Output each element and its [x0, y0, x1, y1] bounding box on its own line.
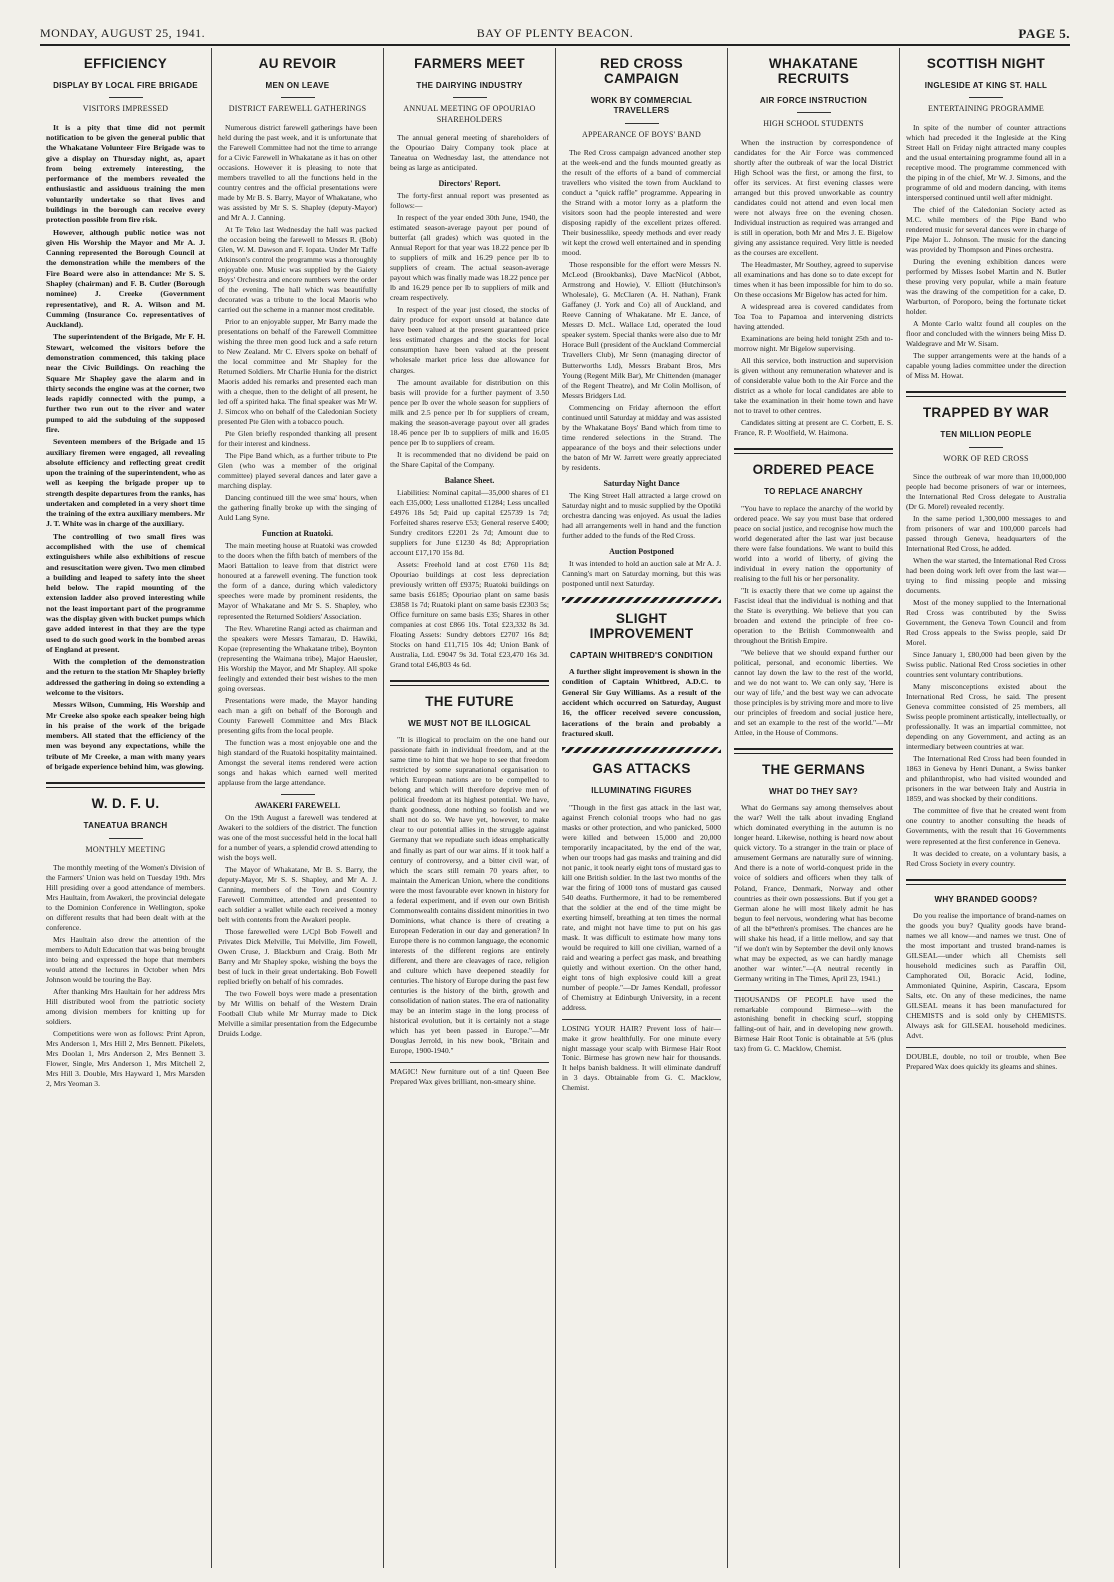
- article-body: [562, 148, 721, 473]
- section-heading: Saturday Night Dance: [603, 478, 680, 488]
- paragraph: The supper arrangements were at the hands of a capable young ladies committee under the direction of Miss M. Howat.: [906, 351, 1066, 381]
- article: [906, 879, 1066, 1042]
- article-body: [906, 911, 1066, 1041]
- article: [562, 747, 721, 1013]
- column-6: [900, 48, 1072, 1568]
- paragraph: What do Germans say among themselves about the war? Well the talk about invading England which dominated everything in the autumn is no longer heard. Likewise, nothing is heard now about quick victory. To a stranger in the train or place of amusement Germans are naturally sure of winning. And there is a note of world-conquest pride in the voice of soldiers and officers when they talk of Poland, France, Denmark, Norway and other countries as their own possessions. But if you get a German alone he will most likely admit he has begun to feel nervous, wondering what has become of all the bl*ethren's promises. The chances are he will shake his head, if a little mellow, and say that "if we don't win by September the devil only knows what may be expected, as we can hardly manage another war winter."—(A neutral recently in Germany writing in The Times, April 23, 1941.): [734, 803, 893, 983]
- paragraph: "It is illogical to proclaim on the one hand our passionate faith in individual freedom, and at the same time to hint that we hope to see that freedom restricted by some supranational organisation to which European nations are to be compelled to belong and which will therefore deprive men of political freedom at its highest potential. We have, thank goodness, done nothing so foolish and we shall not do so. We have yet, however, to make clear to our potential allies in the struggle against Germany that we repudiate such ideas emphatically and finally as part of our war aims. If it took half a century of controversy, and a bitter civil war, of which the scars still remain 70 years after, to maintain the American Union, where the conditions were the most favourable ever known in history for a federal experiment, and if even our own British Commonwealth contains dissident minorities in two Dominions, what chance is there of creating a European Federation in our day and generation? In Europe there is no common language, the economic interests of the different regions are entirely different, and there are cleavages of race, religion and culture which have deepened steadily for centuries. The history of Europe during the past few centuries is the history of the birth, growth and consolidation of nation states. The era of nationality may be an interim stage in the long process of historical evolution, but it is certainly not a stage which has yet been passed in Europe."—Mr Douglas Jerrold, in his new book, "Britain and Europe, 1900-1940.": [390, 735, 549, 1055]
- paragraph: "We believe that we should expand further our political, personal, and economic liberties. We cannot lay down the law to the rest of the world, and we do not want to. We can only say, 'Here is our way of life,' and the best way we can advocate those principles is by striving more and more to live our principles of freedom and social justice here, and set an example to the rest of the world."—Mr Attlee, in the House of Commons.: [734, 647, 893, 737]
- short-rule: [109, 838, 143, 839]
- paragraph: It was decided to create, on a voluntary basis, a Red Cross Society in every country.: [906, 848, 1066, 868]
- article-subhead: ANNUAL MEETING OF OPOURIAO SHAREHOLDERS: [403, 104, 536, 124]
- paragraph: It is recommended that no dividend be paid on the Share Capital of the Company.: [390, 449, 549, 469]
- paragraph: The Mayor of Whakatane, Mr B. S. Barry, the deputy-Mayor, Mr S. S. Shapley, and Mr A. J. Canning, members of the Town and Country Farewell Committee, attended and presented to each soldier a wallet while each received a money belt with contents from the Awakeri people.: [218, 864, 377, 924]
- article-headline: THE GERMANS: [761, 761, 866, 777]
- article-deck: INGLESIDE AT KING ST. HALL: [924, 81, 1048, 90]
- newspaper-columns: [40, 48, 1072, 1568]
- article: [46, 782, 205, 1089]
- paragraph: Those farewelled were L/Cpl Bob Fowell and Privates Dick Melville, Tui Melville, Jim Fowell, Owen Cruse, J. Blackburn and Craig. Both Mr Barry and Mr Shapley spoke, wishing the boys the best of luck in their great undertaking. Bob Fowell replied briefly on behalf of his comrades.: [218, 926, 377, 987]
- article: [218, 56, 377, 1039]
- issue-date: MONDAY, AUGUST 25, 1941.: [40, 26, 206, 40]
- section-body: [390, 488, 549, 670]
- short-rule: [797, 112, 831, 113]
- paragraph: "It is exactly there that we come up against the Fascist ideal that the individual is nothing and that the State is everything. We believe that you can broaden and extend the principle of free co-operation to the British Commonwealth and throughout the British Empire.: [734, 585, 893, 645]
- article: [734, 56, 893, 438]
- column-4: [556, 48, 728, 1568]
- section-body: [218, 813, 377, 1039]
- article-deck: THE DAIRYING INDUSTRY: [416, 81, 523, 90]
- paragraph: Seventeen members of the Brigade and 15 auxiliary firemen were engaged, all revealing absolute efficiency and reflecting great credit upon the training of the superintendent, who as well as keeping the brigade proper up to strength despite departures from the ranks, has undertaken and completed in a very short time the training of the extra auxiliary members. Mr J. T. White was in charge of the auxiliary.: [46, 437, 205, 529]
- paragraph: The Rev. Wharetine Rangi acted as chairman and the speakers were Messrs Tamarau, D. Hawiki, Kopae (representing the Whakatane tribe), Boynton (representing the Waimana tribe), Major Haeusler, His Worship the Mayor, and Mr Shapley. All spoke feelingly and extended their best wishes to the men going overseas.: [218, 623, 377, 693]
- paragraph: The King Street Hall attracted a large crowd on Saturday night and to music supplied by the Opotiki orchestra dancing was enjoyed. As usual the ladies had all arrangements well in hand and the function further added to the funds of the Red Cross.: [562, 490, 721, 540]
- article-deck: MEN ON LEAVE: [265, 81, 330, 90]
- section-divider: [906, 391, 1066, 397]
- paragraph: The forty-first annual report was presented as follows:—: [390, 191, 549, 211]
- section-divider: [734, 748, 893, 754]
- short-rule: [281, 97, 315, 98]
- article-headline: TRAPPED BY WAR: [922, 405, 1050, 421]
- article-headline: SCOTTISH NIGHT: [926, 56, 1046, 71]
- article-headline: EFFICIENCY: [83, 56, 168, 71]
- paragraph: "Though in the first gas attack in the last war, against French colonial troops who had no gas masks or other protection, and who panicked, 5000 were killed and between 15,000 and 20,000 temporarily incapacitated, by the end of the war, when our troops had gas masks and training and did not panic, it took nearly eight tons of mustard gas to kill one British soldier. In the last two months of the war the firing of 1000 tons of mustard gas caused 540 deaths. Furthermore, it had to be remembered that the soldier at the end of the time might be exerting himself, breathing at ten times the normal rate, and might not have time to put on his gas mask. It was difficult to estimate how many tons would be required to kill one civilian, warned of a raid and wearing a perfect gas mask, and breathing quietly and without exertion. On the other hand, eight tons of high explosive could kill a great number of people."—Dr James Kendall, professor of Chemistry at Edinburgh University, in a recent address.: [562, 802, 721, 1012]
- article-subhead: MONTHLY MEETING: [85, 844, 166, 854]
- paragraph: The Red Cross campaign advanced another step at the week-end and the funds mounted greatly as the result of the efforts of a band of commercial travellers who visited the town from Auckland to conduct a "quick raffle" programme. Appearing in the Strand with a motor lorry as a platform the visitors soon had the people interested and were disposing rapidly of the excellent prizes offered. Their businesslike, speedy methods and ever ready wit kept the crowd well entertained and in spending mood.: [562, 148, 721, 258]
- section-divider: [390, 680, 549, 686]
- paragraph: The function was a most enjoyable one and the high standard of the Ruatoki hospitality maintained. Amongst the several items rendered were action songs and hakas which earned well merited applause from the large attendance.: [218, 737, 377, 787]
- section-heading: AWAKERI FAREWELL: [254, 800, 341, 810]
- paragraph: Do you realise the importance of brand-names on the goods you buy? Quality goods have brand-names we all know—and names we trust. One of the most important and trusted brand-names is GILSEAL—under which all Chemists sell household medicines such as Paraffin Oil, Camphorated Oil, Boracic Acid, Iodine, Ammoniated Quinine, Aspirin, Cascara, Epsom Salts, etc. On any of these medicines, the name GILSEAL means it has been manufactured for CHEMISTS and is sold only by CHEMISTS. Always ask for GILSEAL household medicines. Advt.: [906, 910, 1066, 1041]
- paragraph: The superintendent of the Brigade, Mr F. H. Stewart, welcomed the visitors before the demonstration commenced, this taking place near the Civic Buildings. On reaching the Square Mr Shapley gave the alarm and in thirty seconds the engine was at the corner, two leads rapidly connected with the pump, a further two run out to the river and water pumped to aid the subduing of the supposed fire.: [46, 332, 205, 434]
- article-headline: FARMERS MEET: [414, 56, 525, 71]
- ornamental-divider: [562, 597, 721, 603]
- article: [906, 56, 1066, 381]
- paragraph: Since January 1, £80,000 had been given by the Swiss public. National Red Cross societies in other countries sent voluntary contributions.: [906, 650, 1066, 680]
- section-heading: Balance Sheet.: [444, 475, 495, 485]
- article: [734, 748, 893, 984]
- paragraph: Competitions were won as follows: Print Apron, Mrs Anderson 1, Mrs Hill 2, Mrs Bennett. Pikelets, Mrs Doolan 1, Mrs Anderson 2, Mrs Bennett 3. Flower, Single, Mrs Anderson 1, Mrs Mitchell 2, Mrs Hill 3. Double, Mrs Hayward 1, Mrs Marsden 2, Mrs Yeoman 3.: [46, 1029, 205, 1089]
- masthead: [40, 22, 1070, 46]
- paragraph: The monthly meeting of the Women's Division of the Farmers' Union was held on Tuesday 19th. Mrs Hill presiding over a good attendance of members. Mrs Haultain, from Awakeri, the provincial delegate to the Dominion Conference in Wellington, spoke on different results that had been dealt with at the conference.: [46, 863, 205, 933]
- paragraph: The chief of the Caledonian Society acted as M.C. while members of the Pipe Band who rendered music for several dances were in charge of Pipe Major L. Johnson. The music for the dancing was provided by Thompson and Pines orchestra.: [906, 204, 1066, 254]
- article-body: [390, 735, 549, 1056]
- article-subhead: WORK OF RED CROSS: [943, 453, 1029, 463]
- paragraph: Dancing continued till the wee sma' hours, when the gathering finally broke up with the singing of Auld Lang Syne.: [218, 493, 377, 523]
- short-rule: [109, 97, 143, 98]
- article-subhead: ENTERTAINING PROGRAMME: [928, 104, 1044, 114]
- paragraph: However, although public notice was not given His Worship the Mayor and Mr A. J. Canning represented the Borough Council at the demonstration while the members of the Fire Board were also in attendance: Mr S. S. Shapley (chairman) and F. B. Cutler (Borough nominee) J. Creeke (Government representative), and R. A. Wilson and M. Cumming (Insurance Co. representatives of Auckland).: [46, 227, 205, 330]
- advertisement: DOUBLE, double, no toil or trouble, when Bee Prepared Wax does quickly its gleams and shines.: [906, 1047, 1066, 1072]
- article-deck: WORK BY COMMERCIAL TRAVELLERS: [590, 96, 693, 116]
- paragraph: Candidates sitting at present are C. Corbett, E. S. France, R. P. Woolfield, W. Haimona.: [734, 418, 893, 438]
- article-deck: CAPTAIN WHITBRED'S CONDITION: [569, 650, 714, 660]
- short-rule: [969, 97, 1003, 98]
- article: [734, 448, 893, 738]
- article-headline: RED CROSS CAMPAIGN: [600, 56, 683, 86]
- article-body: [46, 123, 205, 772]
- article-deck: TEN MILLION PEOPLE: [940, 430, 1032, 440]
- article: [390, 56, 549, 670]
- article-deck: DISPLAY BY LOCAL FIRE BRIGADE: [53, 81, 198, 90]
- paragraph: Since the outbreak of war more than 10,000,000 people had become prisoners of war or internees, the International Red Cross delegate to Australia (Dr G. Morel) revealed recently.: [906, 471, 1066, 511]
- paragraph: The International Red Cross had been founded in 1863 in Geneva by Henri Dunant, a Swiss banker and philanthropist, who had visited wounded and prisoners in the war between Italy and Austria in 1859, and was shocked by their conditions.: [906, 754, 1066, 804]
- paragraph: Examinations are being held tonight 25th and to-morrow night. Mr Bigelow supervising.: [734, 334, 893, 354]
- article-body: [734, 803, 893, 983]
- article-headline: AU REVOIR: [258, 56, 337, 71]
- paragraph: A further slight improvement is shown in the condition of Captain Whitbred, A.D.C. to General Sir Guy Williams. As a result of the accident which occurred on Saturday, August 16, the officer received severe concussion, lacerations of the brain and probably a fractured skull.: [562, 667, 721, 738]
- article-headline: SLIGHT IMPROVEMENT: [589, 610, 694, 641]
- article-deck: WE MUST NOT BE ILLOGICAL: [408, 718, 531, 728]
- article-deck: ILLUMINATING FIGURES: [591, 786, 692, 796]
- paragraph: On the 19th August a farewell was tendered at Awakeri to the soldiers of the district. The function was one of the most successful held in the local hall for a number of years, a splendid crowd attending to wish the boys well.: [218, 812, 377, 862]
- section-divider: [46, 782, 205, 788]
- ornamental-divider: [562, 747, 721, 753]
- paragraph: The two Fowell boys were made a presentation by Mr Willis on behalf of the Western Drain Football Club while Mr Murray made to Dick Melville a similar presentation from the Edgecumbe Druids Lodge.: [218, 989, 377, 1039]
- paragraph: The amount available for distribution on this basis will provide for a further payment of 3.50 pence per lb over the whole season for suppliers of milk and 2.5 pence per lb for suppliers of cream, making the season-average payout over all grades 18.46 pence per lb to suppliers of milk and 16.05 pence per lb to suppliers of cream.: [390, 377, 549, 447]
- paragraph: Commencing on Friday afternoon the effort continued until Saturday at midday and was assisted by the Whakatane Boys' Band which from time to time rendered selections in the Strand. The appearance of the boys and their selections under the baton of Mr W. Jarrett were greatly appreciated by residents.: [562, 402, 721, 472]
- section-body: [562, 559, 721, 589]
- paragraph: Liabilities: Nominal capital—35,000 shares of £1 each £35,000; Less unallotted £1284; Less uncalled £4976 18s 5d; Paid up capital £25739 1s 7d; Forfeited shares reserve £53; General reserve £400; Sundry creditors £2201 2s 7d; Amount due to suppliers for June £1230 4s 8d; Appropriation account £17,170 15s 8d.: [390, 487, 549, 557]
- section-body: [562, 491, 721, 541]
- paragraph: When the war started, the International Red Cross had been doing work left over from the last war—trying to find missing people and missing documents.: [906, 556, 1066, 596]
- short-rule: [453, 97, 487, 98]
- section-body: [390, 191, 549, 469]
- article-subhead: APPEARANCE OF BOYS' BAND: [582, 129, 701, 139]
- column-1: [40, 48, 212, 1568]
- paragraph: During the evening exhibition dances were performed by Misses Isobel Martin and N. Butler these proving very popular, while a main feature was the drawing of the competition for a cake, D. Warburton, of Poroporo, being the fortunate ticket holder.: [906, 256, 1066, 317]
- article: [562, 56, 721, 589]
- paragraph: Numerous district farewell gatherings have been held during the past week, and it is unfortunate that the Farewell Committee had not the time to arrange for a Civic Farewell in Whakatane as it has on other occasions. However it is pleasing to note that members travelled to all the functions held in the country centres and the official presentations were made by Mr B. S. Barry, Mayor of Whakatane, who was assisted by Mr S. S. Shapley (deputy-Mayor) and Mr A. J. Canning.: [218, 122, 377, 222]
- article-body: [734, 504, 893, 738]
- paragraph: Those responsible for the effort were Messrs N. McLeod (Brookbanks), Dave MacNicol (Abbot, Armstrong and Howie), V. Elliott (Hutchinson's Wholesale), G. McClaren (A. H. Nathan), Frank Gaffaney (J. York and Co) all of Auckland, and Reeve Canning of Whakatane. Mr E. Jance, of Messrs D. McL. Wallace Ltd, operated the loud speaker system. Special thanks were also due to Mr Horace Bull (president of the Auckland Commercial Travellers Club), Mr Senn (managing director of Butterworths Ltd), Messrs Brabant Bros, Mrs Young (Regent Milk Bar), Mr Chittenden (manager of the Regent Theatre), and Mr Colin Mollison, of Messrs Bridgers Ltd.: [562, 260, 721, 400]
- article-deck: WHAT DO THEY SAY?: [769, 786, 858, 796]
- paragraph: Most of the money supplied to the International Red Cross was contributed by the Swiss Government, the Geneva Town Council and from Red Cross appeals to the Swiss people, said Dr Morel.: [906, 598, 1066, 648]
- article-body: [218, 123, 377, 524]
- paragraph: All this service, both instruction and supervision is given without any remuneration whatever and is of considerable value both to the Air Force and the district as a whole for local candidates are able to take the examination in their home town and have not to travel to other centres.: [734, 356, 893, 416]
- advertisement: MAGIC! New furniture out of a tin! Queen Bee Prepared Wax gives brilliant, non-smeary shine.: [390, 1062, 549, 1087]
- article-body: [562, 803, 721, 1013]
- paragraph: Presentations were made, the Mayor handing each man a gift on behalf of the Borough and County Farewell Committee and Mrs Black presenting gifts from the local people.: [218, 695, 377, 735]
- article-body: [906, 472, 1066, 869]
- article-deck: TO REPLACE ANARCHY: [764, 487, 863, 497]
- section-heading: Directors' Report.: [438, 179, 501, 189]
- paragraph: Messrs Wilson, Cumming, His Worship and Mr Creeke also spoke each speaker being high in his praise of the work of the brigade members. All stated that the efficiency of the men was beyond any expectations, while the tribute of Mr Creeke, a man with many years of brigade experience behind him, was glowing.: [46, 700, 205, 771]
- article-body: [562, 667, 721, 739]
- article-deck: WHY BRANDED GOODS?: [934, 894, 1038, 904]
- paragraph: The annual general meeting of shareholders of the Opouriao Dairy Company took place at Taneatua on Wednesday last, the attendance not being as large as anticipated.: [390, 133, 549, 173]
- article-subhead: VISITORS IMPRESSED: [82, 104, 169, 114]
- short-rule: [281, 794, 315, 795]
- article: [46, 56, 205, 772]
- article-headline: THE FUTURE: [425, 693, 514, 709]
- paragraph: After thanking Mrs Haultain for her address Mrs Hill distributed wool from the patriotic society among division members for knitting up for soldiers.: [46, 987, 205, 1027]
- article: [906, 391, 1066, 868]
- paragraph: Pte Glen briefly responded thanking all present for their interest and kindness.: [218, 429, 377, 449]
- paragraph: A Monte Carlo waltz found all couples on the floor and concluded with the winners being Miss D. Waldegrave and Mr W. Sisam.: [906, 319, 1066, 349]
- paragraph: In the same period 1,300,000 messages to and from prisoners of war and 100,000 parcels had passed through Geneva, headquarters of the International Red Cross, he added.: [906, 514, 1066, 554]
- article-subhead: HIGH SCHOOL STUDENTS: [763, 119, 864, 129]
- advertisement: THOUSANDS OF PEOPLE have used the remarkable compound Birmese—with the astonishing benefit in checking scurf, stopping falling-out of hair, and in developing new growth. Birmese Hair Root Tonic is obtainable at 5/6 (plus tax) from G. C. Macklow, Chemist.: [734, 990, 893, 1054]
- section-divider: [906, 879, 1066, 885]
- paragraph: The main meeting house at Ruatoki was crowded to the doors when the fifth batch of members of the Maori Battalion to leave from that district were honoured at a farewell evening. The function took the form of a dance, during which valedictory speeches were made by prominent residents, the Mayor of Whakatane and Mr S. S. Shapley, who represented the Returned Soldiers' Association.: [218, 541, 377, 621]
- section-body: [218, 541, 377, 787]
- section-heading: Function at Ruatoki.: [262, 529, 333, 539]
- article-subhead: DISTRICT FAREWELL GATHERINGS: [228, 104, 367, 114]
- article-deck: TANEATUA BRANCH: [83, 821, 168, 831]
- column-5: [728, 48, 900, 1568]
- section-divider: [734, 448, 893, 454]
- article-headline: W. D. F. U.: [91, 796, 160, 812]
- advertisement: LOSING YOUR HAIR? Prevent loss of hair—make it grow healthfully. For one minute every night massage your scalp with Birmese Hair Root Tonic. Birmese has grown new hair for thousands. It helps banish baldness. It will eliminate dandruff in 3 days. Obtainable from G. C. Macklow, Chemist.: [562, 1019, 721, 1093]
- article-body: [46, 863, 205, 1089]
- paragraph: The Pipe Band which, as a further tribute to Pte Glen (who was a member of the original committee) played several dances and later gave a marching display.: [218, 451, 377, 491]
- article-body: [734, 138, 893, 438]
- column-2: [212, 48, 384, 1568]
- article-body: [906, 123, 1066, 381]
- paragraph: With the completion of the demonstration and the return to the station Mr Shapley briefly addressed the gathering in doing so extending a welcome to the visitors.: [46, 657, 205, 697]
- paragraph: It is a pity that time did not permit notification to be given the general public that the Whakatane Volunteer Fire Brigade was to give a display on Thursday night, as, apart from being extremely interesting, the performance of the members revealed the enthusiastic and assiduous training the men voluntarily undertake so that lives and buildings in the borough can receive every protection possible from fire risk.: [46, 122, 205, 225]
- short-rule: [625, 123, 659, 124]
- paragraph: The committee of five that he created went from one country to another consulting the heads of Governments, with the result that 16 Governments were represented at the first conference in Geneva.: [906, 806, 1066, 846]
- column-3: [384, 48, 556, 1568]
- paragraph: In spite of the number of counter attractions which had preceded it the Ingleside at the King Street Hall on Friday night attracted many couples and the usual entertaining programme found all in a receptive mood. The programme commenced with the piping in of the chief, Mr W. J. Simons, and the programme of old and modern dancing, with items interspersed continued until well after midnight.: [906, 122, 1066, 202]
- paragraph: In respect of the year ended 30th June, 1940, the estimated season-average payout per pound of butterfat (all grades) which was quoted in the Annual Report for that year was 18.22 pence per lb to suppliers of milk and 16.29 pence per lb to suppliers of cream. The actual season-average payout which was finally made was 18.22 pence per lb and 16.29 pence per lb to suppliers of milk and cream respectively.: [390, 213, 549, 303]
- paragraph: When the instruction by correspondence of candidates for the Air Force was commenced shortly after the outbreak of war the local District High School was the first, or among the first, to offer its services. At first evening classes were arranged but this proved unworkable as country candidates could not attend and even local men were not always free on the evening chosen. Individual instruction as required was arranged and is still in operation, both Mr and Mrs J. E. Bigelow giving any assistance required. Very little is needed as the courses are excellent.: [734, 137, 893, 257]
- paragraph: Assets: Freehold land at cost £760 11s 8d; Opouriao buildings at cost less depreciation previously written off £9375; Ruatoki buildings on same basis £6185; Opouriao plant on same basis £3858 1s 7d; Ruatoki plant on same basis £2303 5s; Office furniture on same basis £35; Shares in other companies at cost £866 10s. Total £23,332 8s 3d. Floating Assets: Sundry debtors £2707 16s 8d; Stocks on hand £11,715 10s 4d; Union Bank of Australia, Ltd. £9047 9s 3d. Total £23,470 16s 3d. Grand total £46,803 4s 6d.: [390, 559, 549, 669]
- newspaper-name: BAY OF PLENTY BEACON.: [476, 26, 634, 40]
- paragraph: Many misconceptions existed about the International Red Cross, he said. The present Geneva committee consisted of 25 members, all Swiss people prominent artistically, intellectually, or professionally. It was an impartial committee, not depending on any Government, and acting as an intermediary between countries at war.: [906, 682, 1066, 752]
- article-headline: ORDERED PEACE: [752, 462, 875, 478]
- article-headline: WHAKATANE RECRUITS: [768, 56, 859, 86]
- short-rule: [969, 447, 1003, 448]
- paragraph: Prior to an enjoyable supper, Mr Barry made the presentations on behalf of the Farewell Committee wishing the three men good luck and a safe return to New Zealand. Mr C. Elvers spoke on behalf of the local committee and Mr Shapley for the Returned Soldiers. Mr Charlie Hunia for the district Maoris added his remarks and presented each man with a cheque, then to the delight of all present, he led off a spirited haka. The final speaker was Mr W. J. Simcox who on behalf of the Caledonian Society presented Pte Glen with a tobacco pouch.: [218, 317, 377, 427]
- page-number: PAGE 5.: [1018, 26, 1070, 41]
- paragraph: It was intended to hold an auction sale at Mr A. J. Canning's mart on Saturday morning, but this was postponed until next Saturday.: [562, 558, 721, 588]
- paragraph: Mrs Haultain also drew the attention of the members to Adult Education that was being brought into being and expressed the hope that members would attend the lectures in October when Mrs Johnson would be touring the Bay.: [46, 935, 205, 985]
- paragraph: In respect of the year just closed, the stocks of dairy produce for export unsold at balance date have been valued at the present guaranteed price less estimated charges and the stocks for local consumption have been valued at the present wholesale market price less due allowance for charges.: [390, 305, 549, 375]
- article: [390, 680, 549, 1056]
- article-body: [390, 133, 549, 173]
- article: [562, 597, 721, 739]
- article-headline: GAS ATTACKS: [592, 761, 691, 777]
- paragraph: At Te Teko last Wednesday the hall was packed the occasion being the farewell to Messrs R. (Bob) Glen, W. M. Dawson and F. Iopata. Under Mr Taffe Atkinson's control the programme was a thoroughly enjoyable one. Music was supplied by the Gaiety Boys' Orchestra and encore numbers were the order of the evening. The hall which was beautifully decorated was a tribute to the local Maoris who carried out the scheme in a manner most creditable.: [218, 224, 377, 315]
- section-heading: Auction Postponed: [609, 546, 674, 556]
- paragraph: The controlling of two small fires was accomplished with the use of chemical extinguishers while also exhibitions of rescue and resuscitation were given. Two men climbed a building and leaped to safety into the sheet held below. The rapid mounting of the extension ladder also proved interesting while not the least important part of the programme was the display given with bucket pumps which gave added interest in that they are the type used to do such good work in the bombed areas of England at present.: [46, 531, 205, 654]
- paragraph: The Headmaster, Mr Southey, agreed to supervise all examinations and has done so to date except for times when it has been impossible for him to do so. On these occasions Mr Bigelow has acted for him.: [734, 259, 893, 300]
- paragraph: "You have to replace the anarchy of the world by ordered peace. We say you must base that ordered peace on social justice, and recognise how much the world degenerated after the last war just because there were false foundations. We want to build this world into a world of liberty, of giving the individual in every nation the opportunity of realising to the full his or her personality.: [734, 503, 893, 583]
- paragraph: A widespread area is covered candidates from Toa Toa to Papamoa and intervening districts having attended.: [734, 302, 893, 332]
- article-deck: AIR FORCE INSTRUCTION: [759, 96, 868, 105]
